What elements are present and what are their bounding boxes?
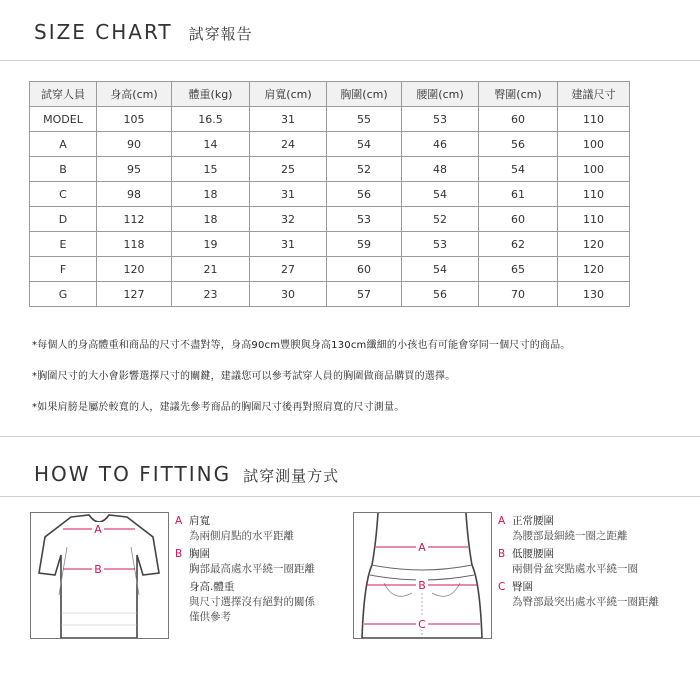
table-row bbox=[30, 257, 630, 282]
table-cell: 31 bbox=[250, 107, 327, 132]
table-cell: C bbox=[30, 182, 97, 207]
table-cell: 31 bbox=[250, 232, 327, 257]
table-header-row bbox=[30, 82, 630, 107]
note-2: *胸圍尺寸的大小會影響選擇尺寸的關鍵，建議您可以參考試穿人員的胸圍做商品購買的選擇。 bbox=[32, 371, 456, 382]
column-header: 建議尺寸 bbox=[558, 82, 630, 107]
table-cell: 27 bbox=[250, 257, 327, 282]
table-cell: 105 bbox=[97, 107, 172, 132]
table-cell: 95 bbox=[97, 157, 172, 182]
table-row bbox=[30, 157, 630, 182]
table-cell: 59 bbox=[327, 232, 402, 257]
table-cell: 46 bbox=[402, 132, 479, 157]
legend-key: B bbox=[175, 548, 183, 560]
divider bbox=[0, 436, 700, 437]
shirt-icon bbox=[31, 513, 168, 638]
table-row bbox=[30, 107, 630, 132]
table-cell: 120 bbox=[558, 232, 630, 257]
table-cell: D bbox=[30, 207, 97, 232]
legend-item bbox=[175, 547, 345, 577]
column-header: 腰圍(cm) bbox=[402, 82, 479, 107]
legend-item bbox=[175, 580, 345, 625]
size-chart-title-zh: 試穿報告 bbox=[188, 25, 253, 43]
how-to-title-en: HOW TO FITTING bbox=[34, 462, 232, 486]
legend-desc: 兩側骨盆突點處水平繞一圈 bbox=[512, 563, 638, 575]
table-cell: 53 bbox=[327, 207, 402, 232]
legend-key: A bbox=[175, 515, 183, 527]
table-cell: 112 bbox=[97, 207, 172, 232]
table-cell: 32 bbox=[250, 207, 327, 232]
legend-label: 胸圍 bbox=[189, 548, 210, 560]
table-cell: 120 bbox=[558, 257, 630, 282]
column-header: 體重(kg) bbox=[172, 82, 250, 107]
table-cell: 19 bbox=[172, 232, 250, 257]
table-cell: 54 bbox=[327, 132, 402, 157]
how-to-heading bbox=[34, 462, 339, 486]
column-header: 肩寬(cm) bbox=[250, 82, 327, 107]
legend-label: 正常腰圍 bbox=[512, 515, 554, 527]
shirt-legend bbox=[175, 514, 345, 628]
legend-label: 身高.體重 bbox=[189, 581, 235, 593]
shirt-diagram bbox=[30, 512, 169, 639]
legend-key: C bbox=[498, 581, 506, 593]
table-cell: 56 bbox=[402, 282, 479, 307]
table-cell: 25 bbox=[250, 157, 327, 182]
size-table bbox=[29, 81, 630, 307]
legend-desc: 與尺寸選擇沒有絕對的關係 bbox=[189, 596, 315, 608]
table-row bbox=[30, 132, 630, 157]
legend-key: A bbox=[498, 515, 506, 527]
table-cell: 65 bbox=[479, 257, 558, 282]
legend-desc: 為兩側肩點的水平距離 bbox=[189, 530, 294, 542]
column-header: 胸圍(cm) bbox=[327, 82, 402, 107]
table-cell: 110 bbox=[558, 207, 630, 232]
pants-legend bbox=[498, 514, 693, 613]
table-cell: 57 bbox=[327, 282, 402, 307]
table-cell: 56 bbox=[327, 182, 402, 207]
table-cell: 24 bbox=[250, 132, 327, 157]
note-3: *如果肩膀是屬於較寬的人，建議先參考商品的胸圍尺寸後再對照肩寬的尺寸測量。 bbox=[32, 402, 405, 413]
divider bbox=[0, 496, 700, 497]
legend-item bbox=[498, 580, 693, 610]
table-row bbox=[30, 282, 630, 307]
table-cell: 54 bbox=[402, 182, 479, 207]
legend-key: B bbox=[498, 548, 506, 560]
table-cell: 55 bbox=[327, 107, 402, 132]
note-1: *每個人的身高體重和商品的尺寸不盡對等，身高90cm豐腴與身高130cm纖細的小孩也有可能會穿同一個尺寸的商品。 bbox=[32, 340, 571, 351]
column-header: 試穿人員 bbox=[30, 82, 97, 107]
table-cell: 60 bbox=[327, 257, 402, 282]
table-cell: G bbox=[30, 282, 97, 307]
legend-label: 臀圍 bbox=[512, 581, 533, 593]
legend-label: 肩寬 bbox=[189, 515, 210, 527]
table-cell: 30 bbox=[250, 282, 327, 307]
how-to-title-zh: 試穿測量方式 bbox=[243, 467, 340, 485]
table-cell: 127 bbox=[97, 282, 172, 307]
table-cell: 15 bbox=[172, 157, 250, 182]
column-header: 臀圍(cm) bbox=[479, 82, 558, 107]
table-cell: 31 bbox=[250, 182, 327, 207]
table-cell: 61 bbox=[479, 182, 558, 207]
table-cell: 120 bbox=[97, 257, 172, 282]
table-cell: 56 bbox=[479, 132, 558, 157]
legend-item bbox=[498, 547, 693, 577]
table-row bbox=[30, 232, 630, 257]
legend-desc-2: 僅供參考 bbox=[189, 611, 231, 623]
table-cell: 110 bbox=[558, 182, 630, 207]
table-cell: 53 bbox=[402, 232, 479, 257]
table-cell: 110 bbox=[558, 107, 630, 132]
pants-mark-b: B bbox=[418, 579, 426, 592]
legend-item bbox=[175, 514, 345, 544]
column-header: 身高(cm) bbox=[97, 82, 172, 107]
pants-icon bbox=[354, 513, 491, 638]
legend-label: 低腰腰圍 bbox=[512, 548, 554, 560]
size-chart-title-en: SIZE CHART bbox=[34, 20, 173, 44]
size-chart-heading bbox=[34, 20, 253, 44]
table-cell: A bbox=[30, 132, 97, 157]
legend-desc: 為臀部最突出處水平繞一圈距離 bbox=[512, 596, 659, 608]
table-cell: 70 bbox=[479, 282, 558, 307]
table-cell: 100 bbox=[558, 132, 630, 157]
table-cell: 18 bbox=[172, 182, 250, 207]
pants-mark-a: A bbox=[418, 541, 426, 554]
table-cell: B bbox=[30, 157, 97, 182]
table-cell: E bbox=[30, 232, 97, 257]
table-cell: 48 bbox=[402, 157, 479, 182]
table-cell: 60 bbox=[479, 107, 558, 132]
table-cell: 52 bbox=[327, 157, 402, 182]
table-cell: 54 bbox=[402, 257, 479, 282]
pants-mark-c: C bbox=[418, 618, 426, 631]
legend-desc: 為腰部最細繞一圈之距離 bbox=[512, 530, 628, 542]
table-cell: 98 bbox=[97, 182, 172, 207]
table-cell: 16.5 bbox=[172, 107, 250, 132]
shirt-mark-b: B bbox=[94, 563, 102, 576]
shirt-mark-a: A bbox=[94, 523, 102, 536]
table-cell: 18 bbox=[172, 207, 250, 232]
pants-diagram bbox=[353, 512, 492, 639]
table-cell: 53 bbox=[402, 107, 479, 132]
table-row bbox=[30, 182, 630, 207]
table-cell: 54 bbox=[479, 157, 558, 182]
table-cell: 60 bbox=[479, 207, 558, 232]
table-cell: F bbox=[30, 257, 97, 282]
legend-item bbox=[498, 514, 693, 544]
table-cell: 21 bbox=[172, 257, 250, 282]
table-cell: 118 bbox=[97, 232, 172, 257]
table-cell: 100 bbox=[558, 157, 630, 182]
table-cell: MODEL bbox=[30, 107, 97, 132]
table-cell: 62 bbox=[479, 232, 558, 257]
divider bbox=[0, 60, 700, 61]
table-cell: 52 bbox=[402, 207, 479, 232]
legend-desc: 胸部最高處水平繞一圈距離 bbox=[189, 563, 315, 575]
table-cell: 23 bbox=[172, 282, 250, 307]
table-row bbox=[30, 207, 630, 232]
table-cell: 14 bbox=[172, 132, 250, 157]
table-cell: 90 bbox=[97, 132, 172, 157]
table-cell: 130 bbox=[558, 282, 630, 307]
